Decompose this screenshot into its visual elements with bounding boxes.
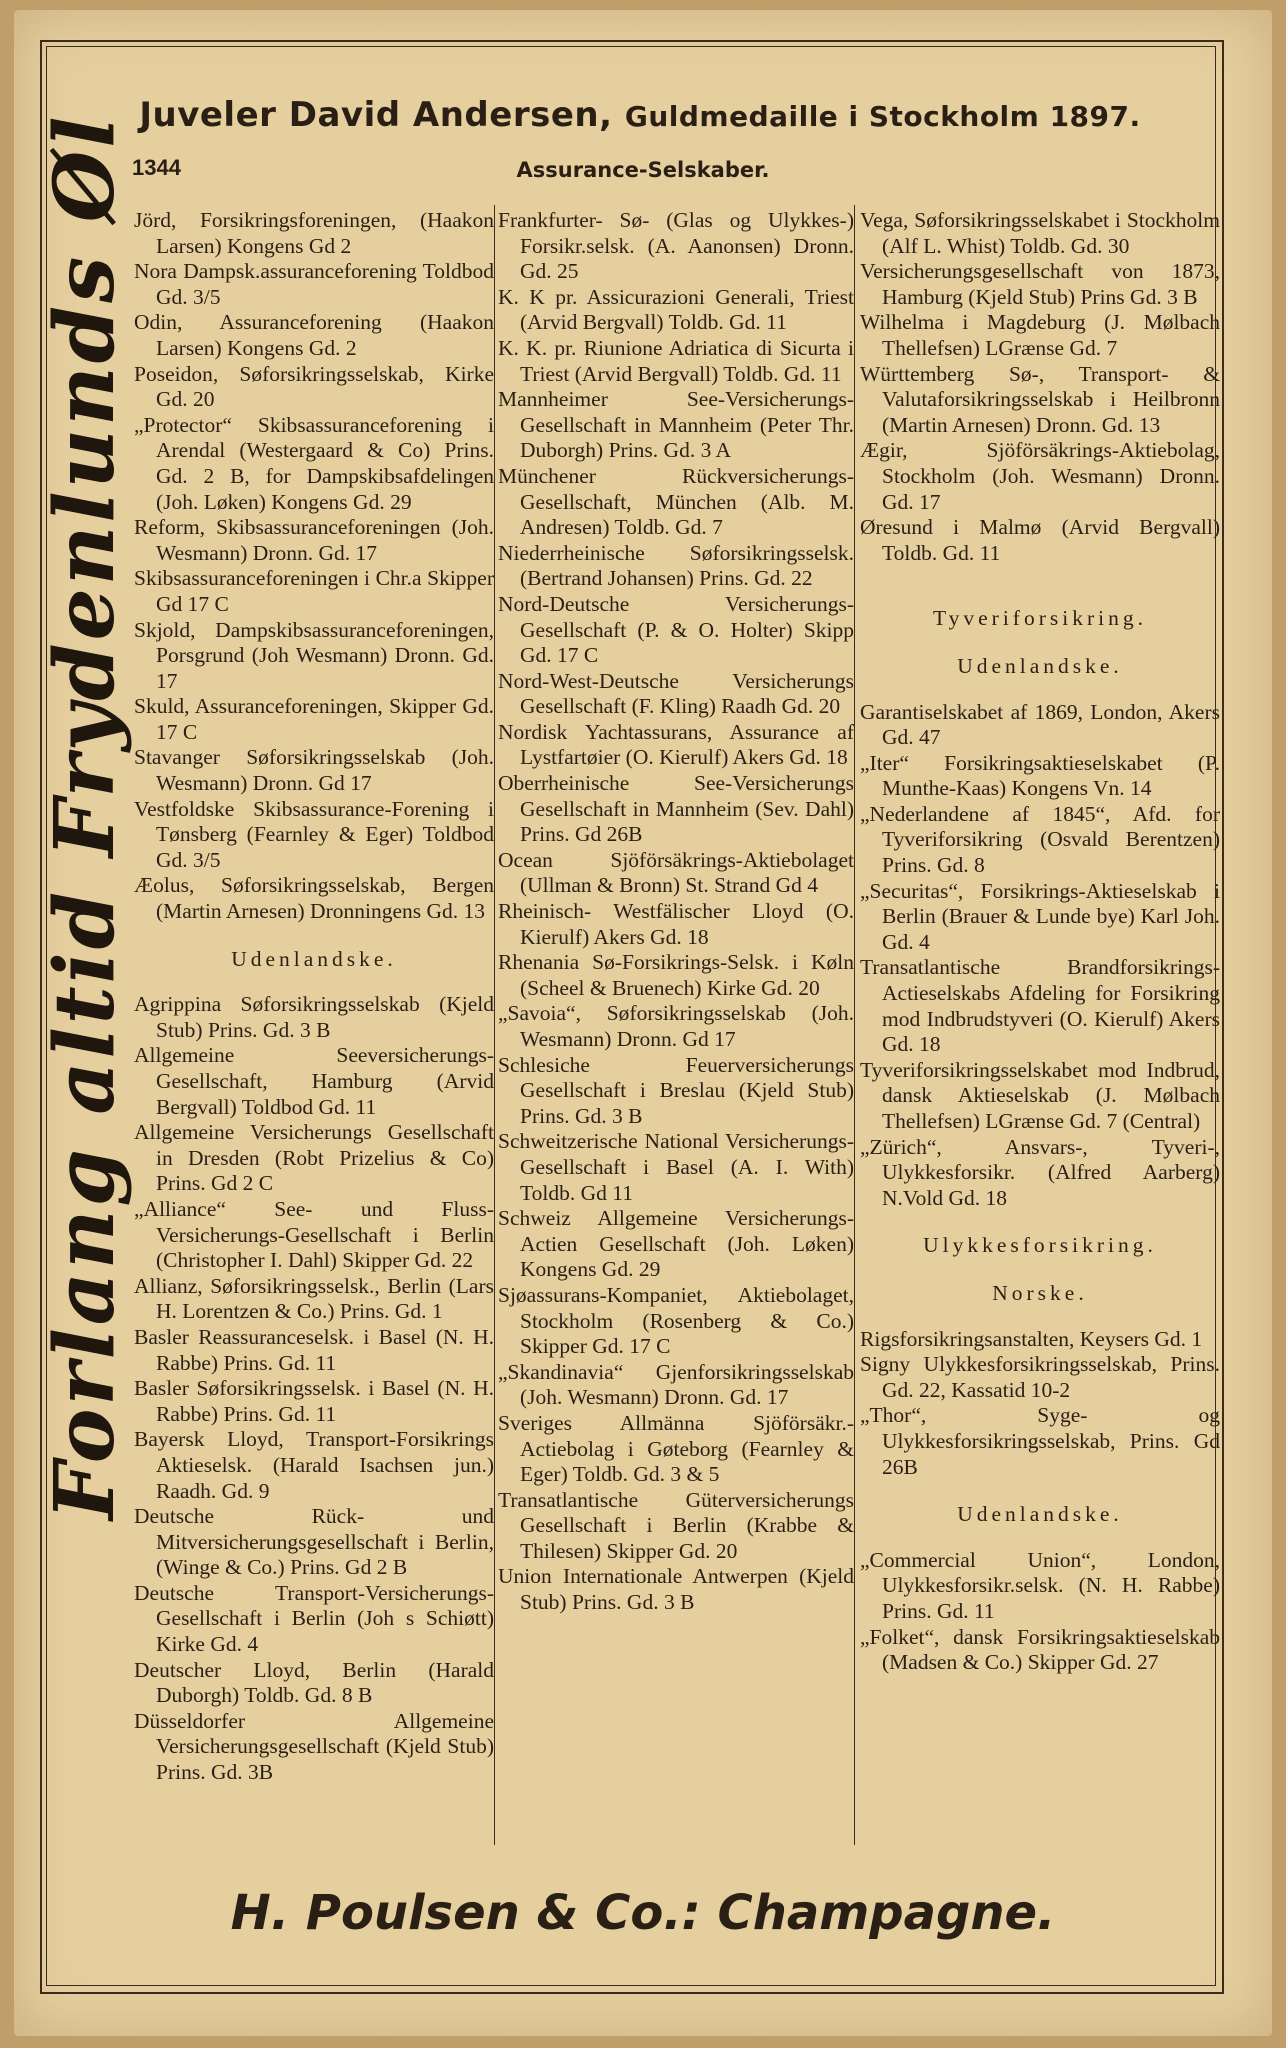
theft-insurance-list xyxy=(860,700,1220,1212)
heading-accident-insurance: Ulykkesforsikring. xyxy=(923,1233,1157,1258)
directory-entry: Ægir, Sjöförsäkrings-Aktiebolag, Stockholm (Joh. Wesmann) Dronn. Gd. 17 xyxy=(860,438,1220,514)
accident-norwegian-list xyxy=(860,1327,1220,1481)
column-1 xyxy=(134,208,494,1786)
directory-entry: „Folket“, dansk Forsikringsaktieselskab (Madsen & Co.) Skipper Gd. 27 xyxy=(860,1624,1220,1675)
directory-entry: K. K pr. Assicurazioni Generali, Triest (Arvid Bergvall) Toldb. Gd. 11 xyxy=(498,284,854,335)
directory-entry: Schweitzerische National Versicherungs-Gesellschaft i Basel (A. I. With) Toldb. Gd 11 xyxy=(498,1129,854,1205)
directory-entry: Transatlantische Brandforsikrings-Actieselskabs Afdeling for Forsikring mod Indbrudstyveri (O. Kierulf) Akers Gd. 18 xyxy=(860,955,1220,1057)
foreign-marine-list-cont xyxy=(498,208,854,1616)
directory-entry: Transatlantische Güterversicherungs Gesellschaft i Berlin (Krabbe & Thilesen) Skipper Gd. 20 xyxy=(498,1487,854,1563)
heading-foreign: Udenlandske. xyxy=(957,653,1123,678)
ad-sub-text: Guldmedaille i Stockholm 1897. xyxy=(624,100,1141,133)
directory-entry: Union Internationale Antwerpen (Kjeld Stub) Prins. Gd. 3 B xyxy=(498,1564,854,1615)
heading-theft-insurance: Tyveriforsikring. xyxy=(933,606,1147,631)
accident-foreign-list xyxy=(860,1548,1220,1676)
directory-entry: „Iter“ Forsikringsaktieselskabet (P. Munthe-Kaas) Kongens Vn. 14 xyxy=(860,750,1220,801)
directory-entry: „Zürich“, Ansvars-, Tyveri-, Ulykkesforsikr. (Alfred Aarberg) N.Vold Gd. 18 xyxy=(860,1134,1220,1210)
directory-entry: Wilhelma i Magdeburg (J. Mølbach Thellefsen) LGrænse Gd. 7 xyxy=(860,310,1220,360)
directory-entry: Rigsforsikringsanstalten, Keysers Gd. 1 xyxy=(860,1326,1203,1351)
directory-entry: Øresund i Malmø (Arvid Bergvall) Toldb. Gd. 11 xyxy=(860,515,1220,565)
directory-entry: „Thor“, Syge- og Ulykkesforsikringsselskab, Prins. Gd 26B xyxy=(860,1403,1220,1479)
directory-entry: „Commercial Union“, London, Ulykkesforsikr.selsk. (N. H. Rabbe) Prins. Gd. 11 xyxy=(860,1547,1220,1623)
directory-entry: Poseidon, Søforsikringsselskab, Kirke Gd. 20 xyxy=(134,361,494,412)
directory-entry: Nordisk Yachtassurans, Assurance af Lystfartøier (O. Kierulf) Akers Gd. 18 xyxy=(498,719,854,770)
directory-entry: Vestfoldske Skibsassurance-Forening i Tønsberg (Fearnley & Eger) Toldbod Gd. 3/5 xyxy=(134,796,494,872)
directory-entry: Æolus, Søforsikringsselskab, Bergen (Martin Arnesen) Dronningens Gd. 13 xyxy=(134,873,494,924)
directory-entry: „Securitas“, Forsikrings-Aktieselskab i Berlin (Brauer & Lunde bye) Karl Joh. Gd. 4 xyxy=(860,878,1220,954)
directory-entry: Tyveriforsikringsselskabet mod Indbrud, dansk Aktieselskab (J. Mølbach Thellefsen) LGrænse Gd. 7 (Central) xyxy=(860,1057,1220,1133)
directory-entry: Skjold, Dampskibsassuranceforeningen, Porsgrund (Joh Wesmann) Dronn. Gd. 17 xyxy=(134,617,494,693)
directory-entry: Düsseldorfer Allgemeine Versicherungsgesellschaft (Kjeld Stub) Prins. Gd. 3B xyxy=(134,1708,494,1785)
directory-entry: Rheinisch- Westfälischer Lloyd (O. Kierulf) Akers Gd. 18 xyxy=(498,899,854,949)
directory-entry: Allgemeine Versicherungs Gesellschaft in Dresden (Robt Prizelius & Co) Prins. Gd 2 C xyxy=(134,1120,494,1196)
column-divider xyxy=(854,205,855,1845)
footer-advertisement: H. Poulsen & Co.: Champagne. xyxy=(230,1885,1056,1941)
directory-entry: Ocean Sjöförsäkrings-Aktiebolaget (Ullman & Bronn) St. Strand Gd 4 xyxy=(498,847,854,898)
directory-entry: Rhenania Sø-Forsikrings-Selsk. i Køln (Scheel & Bruenech) Kirke Gd. 20 xyxy=(498,950,854,1000)
directory-entry: K. K. pr. Riunione Adriatica di Sicurta i Triest (Arvid Bergvall) Toldb. Gd. 11 xyxy=(498,335,854,386)
directory-entry: Nord-Deutsche Versicherungs-Gesellschaft (P. & O. Holter) Skipp Gd. 17 C xyxy=(498,591,854,668)
directory-entry: Deutsche Transport-Versicherungs-Gesellschaft i Berlin (Joh s Schiøtt) Kirke Gd. 4 xyxy=(134,1580,494,1657)
column-2 xyxy=(498,208,854,1616)
directory-entry: Frankfurter- Sø- (Glas og Ulykkes-) Forsikr.selsk. (A. Aanonsen) Dronn. Gd. 25 xyxy=(498,208,854,284)
directory-entry: Oberrheinische See-Versicherungs Gesellschaft in Mannheim (Sev. Dahl) Prins. Gd 26B xyxy=(498,771,854,847)
directory-entry: Basler Reassuranceselsk. i Basel (N. H. Rabbe) Prins. Gd. 11 xyxy=(134,1324,494,1375)
column-3 xyxy=(860,208,1220,1676)
heading-norwegian: Norske. xyxy=(992,1280,1088,1305)
directory-entry: „Skandinavia“ Gjenforsikringsselskab (Joh. Wesmann) Dronn. Gd. 17 xyxy=(498,1359,854,1410)
directory-entry: Odin, Assuranceforening (Haakon Larsen) Kongens Gd. 2 xyxy=(134,310,494,360)
directory-entry: Sveriges Allmänna Sjöförsäkr.-Actiebolag i Gøteborg (Fearnley & Eger) Toldb. Gd. 3 & 5 xyxy=(498,1410,854,1487)
directory-entry: Basler Søforsikringsselsk. i Basel (N. H. Rabbe) Prins. Gd. 11 xyxy=(134,1376,494,1426)
directory-entry: Agrippina Søforsikringsselskab (Kjeld Stub) Prins. Gd. 3 B xyxy=(134,992,494,1042)
directory-entry: Jörd, Forsikringsforeningen, (Haakon Larsen) Kongens Gd 2 xyxy=(134,208,494,258)
directory-entry: Nord-West-Deutsche Versicherungs Gesellschaft (F. Kling) Raadh Gd. 20 xyxy=(498,668,854,719)
page-number: 1344 xyxy=(132,155,181,180)
directory-entry: „Protector“ Skibsassuranceforening i Arendal (Westergaard & Co) Prins. Gd. 2 B, for Dampskibsafdelingen (Joh. Løken) Kongens Gd. 29 xyxy=(134,412,494,514)
directory-entry: Nora Dampsk.assuranceforening Toldbod Gd. 3/5 xyxy=(134,259,494,309)
foreign-marine-list xyxy=(134,992,494,1785)
directory-entry: Garantiselskabet af 1869, London, Akers Gd. 47 xyxy=(860,699,1220,750)
directory-entry: Allianz, Søforsikringsselsk., Berlin (Lars H. Lorentzen & Co.) Prins. Gd. 1 xyxy=(134,1273,494,1324)
directory-entry: „Alliance“ See- und Fluss-Versicherungs-Gesellschaft i Berlin (Christopher I. Dahl) Skipper Gd. 22 xyxy=(134,1196,494,1273)
heading-foreign: Udenlandske. xyxy=(957,1502,1123,1527)
ad-main-text: Juveler David Andersen, xyxy=(139,95,613,135)
directory-entry: Reform, Skibsassuranceforeningen (Joh. Wesmann) Dronn. Gd. 17 xyxy=(134,515,494,565)
directory-entry: „Savoia“, Søforsikringsselskab (Joh. Wesmann) Dronn. Gd 17 xyxy=(498,1001,854,1051)
directory-entry: Vega, Søforsikringsselskabet i Stockholm (Alf L. Whist) Toldb. Gd. 30 xyxy=(860,208,1220,258)
directory-entry: Münchener Rückversicherungs-Gesellschaft, München (Alb. M. Andresen) Toldb. Gd. 7 xyxy=(498,463,854,540)
directory-entry: Skibsassuranceforeningen i Chr.a Skipper Gd 17 C xyxy=(134,566,494,616)
directory-entry: Niederrheinische Søforsikringsselsk. (Bertrand Johansen) Prins. Gd. 22 xyxy=(498,540,854,591)
directory-entry: Württemberg Sø-, Transport- & Valutaforsikringsselskab i Heilbronn (Martin Arnesen) Dronn. Gd. 13 xyxy=(860,361,1220,437)
directory-entry: Schweiz Allgemeine Versicherungs-Actien Gesellschaft (Joh. Løken) Kongens Gd. 29 xyxy=(498,1206,854,1282)
directory-entry: Allgemeine Seeversicherungs-Gesellschaft, Hamburg (Arvid Bergvall) Toldbod Gd. 11 xyxy=(134,1043,494,1119)
directory-entry: Bayersk Lloyd, Transport-Forsikrings Aktieselsk. (Harald Isachsen jun.) Raadh. Gd. 9 xyxy=(134,1427,494,1503)
directory-entry: Versicherungsgesellschaft von 1873, Hamburg (Kjeld Stub) Prins Gd. 3 B xyxy=(860,259,1220,309)
directory-entry: Sjøassurans-Kompaniet, Aktiebolaget, Stockholm (Rosenberg & Co.) Skipper Gd. 17 C xyxy=(498,1282,854,1359)
directory-entry: „Nederlandene af 1845“, Afd. for Tyveriforsikring (Osvald Berentzen) Prins. Gd. 8 xyxy=(860,801,1220,878)
directory-entry: Deutscher Lloyd, Berlin (Harald Duborgh) Toldb. Gd. 8 B xyxy=(134,1657,494,1708)
column-divider xyxy=(494,205,495,1845)
directory-entry: Skuld, Assuranceforeningen, Skipper Gd. 17 C xyxy=(134,694,494,744)
directory-entry: Schlesiche Feuerversicherungs Gesellschaft i Breslau (Kjeld Stub) Prins. Gd. 3 B xyxy=(498,1052,854,1128)
header-advertisement xyxy=(60,95,1220,135)
directory-entry: Deutsche Rück- und Mitversicherungsgesellschaft i Berlin, (Winge & Co.) Prins. Gd 2 B xyxy=(134,1504,494,1580)
heading-foreign: Udenlandske. xyxy=(231,946,397,971)
foreign-marine-list-end xyxy=(860,208,1220,566)
section-title: Assurance-Selskaber. xyxy=(516,158,770,182)
norwegian-marine-list xyxy=(134,208,494,925)
directory-entry: Mannheimer See-Versicherungs-Gesellschaft in Mannheim (Peter Thr. Duborgh) Prins. Gd. 3 A xyxy=(498,387,854,463)
directory-entry: Signy Ulykkesforsikringsselskab, Prins. Gd. 22, Kassatid 10-2 xyxy=(860,1352,1220,1402)
directory-entry: Stavanger Søforsikringsselskab (Joh. Wesmann) Dronn. Gd 17 xyxy=(134,745,494,796)
side-advertisement: Forlang altid Frydenlunds Øl xyxy=(37,113,133,1520)
